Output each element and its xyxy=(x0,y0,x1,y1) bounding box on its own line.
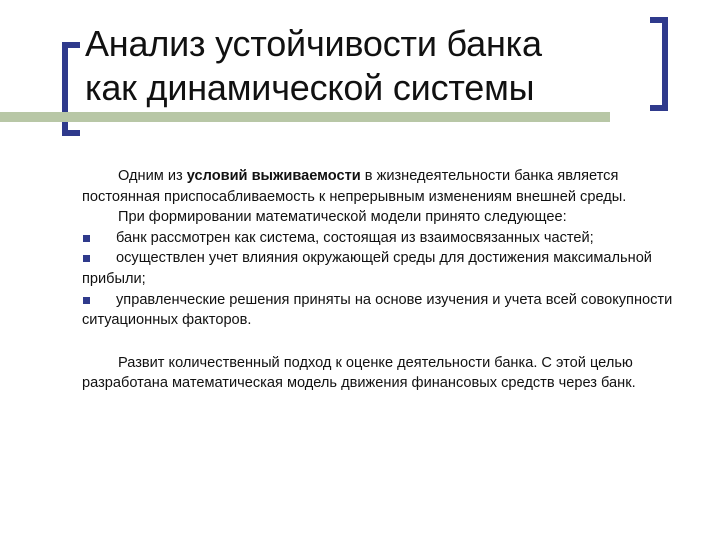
title-underline-band xyxy=(0,112,610,122)
slide-body xyxy=(82,166,694,394)
slide-title-line-1: Анализ устойчивости банка xyxy=(85,23,542,64)
intro-text-start: Одним из xyxy=(118,168,187,184)
square-bullet-icon xyxy=(83,255,90,262)
slide-title-line-2: как динамической системы xyxy=(85,67,535,108)
list-item xyxy=(82,290,694,331)
list-item-text: банк рассмотрен как система, состоящая из взаимосвязанных частей; xyxy=(116,229,594,246)
square-bullet-icon xyxy=(83,297,90,304)
square-bullet-icon xyxy=(83,235,90,242)
paragraph-spacer xyxy=(82,331,694,353)
paragraph-conclusion: Развит количественный подход к оценке деятельности банка. С этой целью разработана математическая модель движения финансовых средств через банк. xyxy=(82,354,636,392)
list-item-text: управленческие решения приняты на основе изучения и учета всей совокупности ситуационных факторов. xyxy=(82,291,673,329)
intro-text-end: в жизнедеятельности банка является постоянная приспосабливаемость к непрерывным изменениям внешней среды. xyxy=(82,168,627,205)
slide-title xyxy=(85,22,645,110)
list-item xyxy=(82,228,694,249)
intro-bold-phrase: условий выживаемости xyxy=(186,168,361,184)
list-item xyxy=(82,248,694,289)
paragraph-intro xyxy=(82,166,694,207)
right-bracket-icon xyxy=(650,17,668,111)
paragraph-model-assumptions: При формировании математической модели принято следующее: xyxy=(118,209,567,226)
list-item-text: осуществлен учет влияния окружающей среды для достижения максимальной прибыли; xyxy=(82,250,652,287)
